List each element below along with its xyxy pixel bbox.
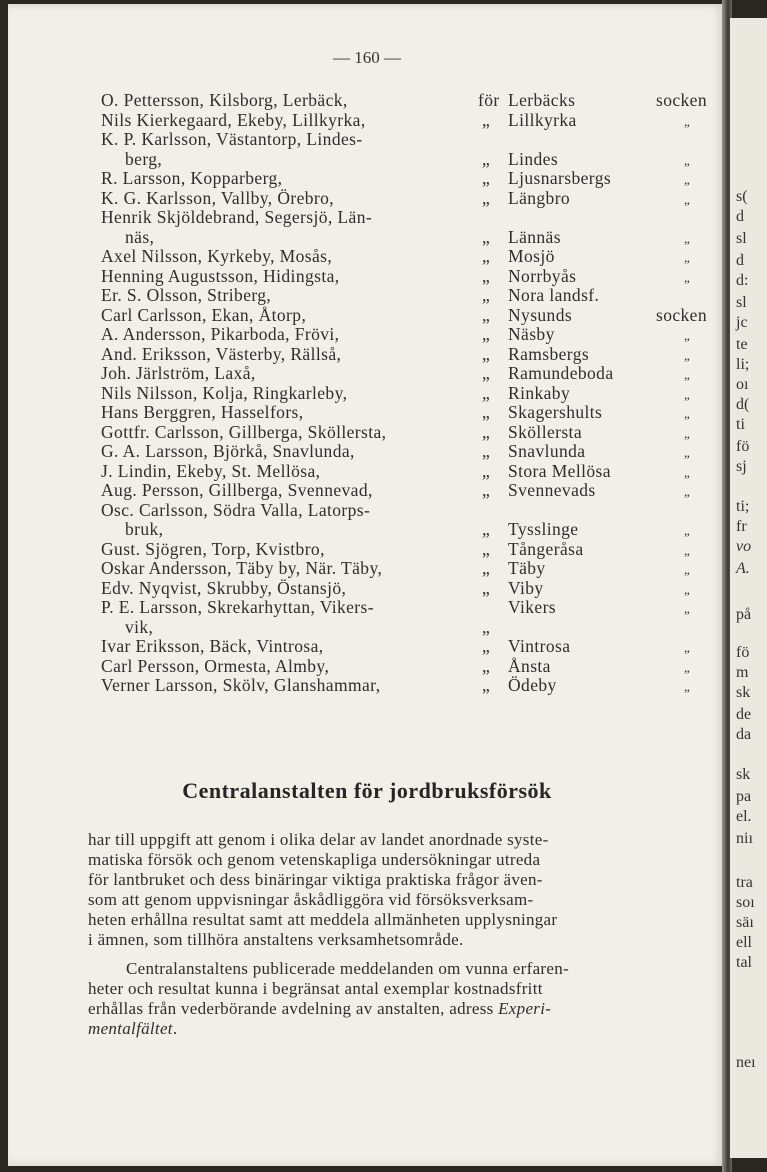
- entry-name: R. Larsson, Kopparberg,: [101, 168, 283, 188]
- paragraph-line: i ämnen, som tillhöra anstaltens verksamhetsområde.: [88, 930, 464, 949]
- entry-name: K. P. Karlsson, Västantorp, Lindes-: [101, 129, 363, 149]
- entry-name: J. Lindin, Ekeby, St. Mellösa,: [101, 460, 321, 481]
- facing-page-text: ell: [736, 934, 752, 951]
- entry-ditto-mark: „: [684, 464, 691, 480]
- entry-ditto: „: [482, 538, 491, 559]
- address-italic: Experi-: [498, 999, 552, 1018]
- entry-ditto-mark: „: [684, 386, 691, 402]
- paragraph-text: Centralanstaltens publicerade meddelanden om vunna erfaren-: [126, 959, 569, 978]
- entry-parish: Viby: [508, 577, 544, 598]
- entry-ditto-mark: „: [684, 679, 691, 694]
- section-title: Centralanstalten för jordbruksförsök: [182, 778, 552, 803]
- facing-page-text: oı: [736, 376, 749, 393]
- entry-ditto-mark: „: [684, 113, 691, 129]
- entry-name: näs,: [125, 226, 155, 247]
- paragraph-line: matiska försök och genom vetenskapliga undersökningar utreda: [88, 850, 541, 869]
- facing-page-text: m: [736, 664, 749, 681]
- paragraph-text: heter och resultat kunna i begränsat antal exemplar kostnadsfritt: [88, 979, 543, 998]
- entry-ditto: „: [482, 363, 491, 383]
- entry-ditto: „: [482, 285, 491, 305]
- entry-ditto: „: [482, 558, 491, 578]
- entry-name: Nils Kierkegaard, Ekeby, Lillkyrka,: [101, 109, 366, 130]
- entry-ditto-mark: „: [684, 250, 691, 265]
- entry-ditto: „: [482, 421, 491, 442]
- paragraph-line: [88, 979, 718, 999]
- entry-ditto: „: [482, 265, 491, 286]
- entry-parish: Ramundeboda: [508, 363, 614, 383]
- entry-name: Verner Larsson, Skölv, Glanshammar,: [101, 675, 381, 695]
- entry-ditto-mark: „: [684, 484, 691, 499]
- entry-name: O. Pettersson, Kilsborg, Lerbäck,: [101, 90, 348, 110]
- facing-page-text: pa: [736, 788, 752, 805]
- page-number: — 160 —: [333, 48, 401, 67]
- facing-page-text: tra: [736, 874, 753, 891]
- entry-parish: Snavlunda: [508, 441, 586, 461]
- entry-name: Gust. Sjögren, Torp, Kvistbro,: [101, 538, 325, 559]
- entry-ditto-mark: „: [684, 191, 691, 207]
- entry-parish: Mosjö: [508, 246, 555, 266]
- entry-ditto: för: [478, 90, 500, 110]
- facing-page-text: li;: [736, 356, 750, 373]
- entry-ditto-mark: „: [684, 152, 691, 168]
- entry-ditto: „: [482, 226, 491, 247]
- entry-ditto: „: [482, 675, 491, 695]
- entry-name: bruk,: [125, 519, 164, 539]
- entry-name: vik,: [125, 616, 154, 637]
- entry-ditto: „: [482, 616, 491, 637]
- entry-ditto-mark: „: [684, 328, 691, 343]
- entry-ditto-mark: „: [684, 659, 691, 675]
- entry-ditto: „: [482, 519, 491, 539]
- entry-parish: Stora Mellösa: [508, 460, 611, 481]
- facing-page-fragment: [730, 18, 767, 1158]
- facing-page-text: jc: [736, 314, 748, 331]
- entry-name: Aug. Persson, Gillberga, Svennevad,: [101, 480, 373, 500]
- entry-ditto: „: [482, 304, 491, 325]
- entry-parish: Längbro: [508, 187, 571, 208]
- entry-ditto: „: [482, 402, 491, 422]
- entry-name: Osc. Carlsson, Södra Valla, Latorps-: [101, 499, 371, 520]
- address-italic-end: mentalfältet: [88, 1019, 173, 1038]
- entry-parish: Ljusnarsbergs: [508, 168, 612, 188]
- entry-ditto-mark: „: [684, 367, 691, 382]
- entry-parish: Ramsbergs: [508, 343, 590, 364]
- entry-name: Hans Berggren, Hasselfors,: [101, 402, 304, 422]
- entry-ditto: „: [482, 655, 491, 676]
- facing-page-text: d: [736, 208, 744, 225]
- entry-parish: Täby: [508, 558, 546, 578]
- book-page: [8, 4, 726, 1166]
- entry-ditto: „: [482, 109, 491, 130]
- facing-page-text: vo: [736, 538, 752, 555]
- entry-parish: Sköllersta: [508, 421, 582, 442]
- entry-ditto: „: [482, 343, 491, 364]
- entry-name: Joh. Järlström, Laxå,: [101, 363, 256, 383]
- entry-name: Carl Persson, Ormesta, Almby,: [101, 655, 330, 676]
- facing-page-text: d(: [736, 396, 750, 413]
- entry-ditto-mark: „: [684, 406, 691, 421]
- entry-parish: Skagershults: [508, 402, 603, 422]
- facing-page-text: fr: [736, 518, 747, 535]
- entry-parish: Lillkyrka: [508, 109, 577, 130]
- entry-name: Axel Nilsson, Kyrkeby, Mosås,: [101, 246, 333, 266]
- facing-page-text: ti;: [736, 498, 750, 515]
- facing-page-text: el.: [736, 808, 752, 825]
- facing-page-text: sj: [736, 458, 747, 475]
- paragraph-text: erhållas från vederbörande avdelning av anstalten, adress: [88, 999, 499, 1018]
- facing-page-text: d:: [736, 272, 749, 289]
- facing-page-text: A.: [736, 560, 750, 577]
- facing-page-text: d: [736, 252, 744, 269]
- facing-page-text: tal: [736, 954, 752, 971]
- entry-name: Er. S. Olsson, Striberg,: [101, 285, 272, 305]
- entry-socken-label: socken: [656, 304, 707, 325]
- entry-ditto-mark: „: [684, 601, 691, 616]
- entry-parish: Vikers: [508, 597, 557, 617]
- facing-page-text: soı: [736, 894, 755, 911]
- entry-parish: Tysslinge: [508, 519, 579, 539]
- paragraph-line: för lantbruket och dess binäringar viktiga praktiska frågor även-: [88, 870, 543, 889]
- entry-ditto-mark: „: [684, 230, 691, 246]
- entry-parish: Vintrosa: [508, 636, 571, 656]
- entry-name: G. A. Larsson, Björkå, Snavlunda,: [101, 441, 355, 461]
- entry-parish: Ödeby: [508, 675, 557, 695]
- paragraph-line: heten erhållna resultat samt att meddela allmänheten upplysningar: [88, 910, 558, 929]
- entry-parish: Rinkaby: [508, 382, 571, 403]
- entry-ditto: „: [482, 382, 491, 403]
- entry-ditto: „: [482, 148, 491, 169]
- paragraph-line: har till uppgift att genom i olika delar av landet anordnade syste-: [88, 830, 549, 849]
- entry-ditto-mark: „: [684, 581, 691, 597]
- entry-name: K. G. Karlsson, Vallby, Örebro,: [101, 187, 335, 208]
- facing-page-text: sk: [736, 684, 751, 701]
- entry-ditto-mark: „: [684, 425, 691, 441]
- facing-page-text: säı: [736, 914, 754, 931]
- facing-page-text: da: [736, 726, 752, 743]
- entry-name: Gottfr. Carlsson, Gillberga, Sköllersta,: [101, 421, 387, 442]
- entry-ditto-mark: „: [684, 172, 691, 187]
- facing-page-text: sk: [736, 766, 751, 783]
- entry-ditto: „: [482, 324, 491, 344]
- entry-parish: Lännäs: [508, 226, 561, 247]
- facing-page-text: på: [736, 606, 752, 623]
- entry-ditto-mark: „: [684, 562, 691, 577]
- entry-name: Ivar Eriksson, Bäck, Vintrosa,: [101, 636, 324, 656]
- entry-name: Oskar Andersson, Täby by, När. Täby,: [101, 558, 383, 578]
- entry-ditto: „: [482, 168, 491, 188]
- entry-name: Carl Carlsson, Ekan, Åtorp,: [101, 304, 307, 325]
- facing-page-text: de: [736, 706, 752, 723]
- paragraph-2: [88, 959, 718, 1039]
- entry-parish: Nora landsf.: [508, 285, 600, 305]
- entry-name: A. Andersson, Pikarboda, Frövi,: [101, 324, 340, 344]
- entry-parish: Lindes: [508, 148, 559, 169]
- entry-ditto-mark: „: [684, 640, 691, 655]
- entry-name: berg,: [125, 148, 163, 169]
- entry-ditto-mark: „: [684, 523, 691, 538]
- entry-parish: Lerbäcks: [508, 90, 576, 110]
- paragraph-line: [88, 999, 718, 1019]
- entry-name: P. E. Larsson, Skrekarhyttan, Vikers-: [101, 597, 374, 617]
- entry-name: Edv. Nyqvist, Skrubby, Östansjö,: [101, 577, 347, 598]
- entry-ditto: „: [482, 460, 491, 481]
- paragraph-1: [88, 830, 718, 950]
- entry-ditto: „: [482, 480, 491, 500]
- entry-ditto-mark: „: [684, 347, 691, 363]
- entry-ditto-mark: „: [684, 269, 691, 285]
- facing-page-text: sl: [736, 294, 747, 311]
- entry-ditto: „: [482, 187, 491, 208]
- paragraph-line: [88, 1019, 718, 1039]
- facing-page-text: te: [736, 336, 748, 353]
- paragraph-end-punct: .: [172, 1019, 178, 1038]
- entry-parish: Norrbyås: [508, 265, 577, 286]
- paragraph-line: [88, 959, 718, 979]
- entry-name: And. Eriksson, Västerby, Rällså,: [101, 343, 342, 364]
- entry-name: Nils Nilsson, Kolja, Ringkarleby,: [101, 382, 348, 403]
- entry-parish: Ånsta: [508, 655, 551, 676]
- facing-page-text: s(: [736, 188, 748, 205]
- entry-name: Henning Augustsson, Hidingsta,: [101, 265, 340, 286]
- facing-page-text: sl: [736, 230, 747, 247]
- facing-page-text: fö: [736, 644, 750, 661]
- facing-page-text: fö: [736, 438, 750, 455]
- entry-ditto: „: [482, 441, 491, 461]
- entry-parish: Näsby: [508, 324, 555, 344]
- entry-parish: Tångeråsa: [508, 538, 584, 559]
- entry-ditto: „: [482, 636, 491, 656]
- entry-ditto-mark: „: [684, 542, 691, 558]
- entry-socken-label: socken: [656, 90, 707, 110]
- entry-ditto: „: [482, 577, 491, 598]
- entry-parish: Svennevads: [508, 480, 596, 500]
- paragraph-line: som att genom uppvisningar åskådliggöra vid försöksverksam-: [88, 890, 534, 909]
- facing-page-text: neı: [736, 1054, 756, 1071]
- entry-name: Henrik Skjöldebrand, Segersjö, Län-: [101, 207, 373, 227]
- entry-ditto-mark: „: [684, 445, 691, 460]
- entry-parish: Nysunds: [508, 304, 573, 325]
- entry-ditto: „: [482, 246, 491, 266]
- facing-page-text: ti: [736, 416, 745, 433]
- facing-page-text: niı: [736, 830, 753, 847]
